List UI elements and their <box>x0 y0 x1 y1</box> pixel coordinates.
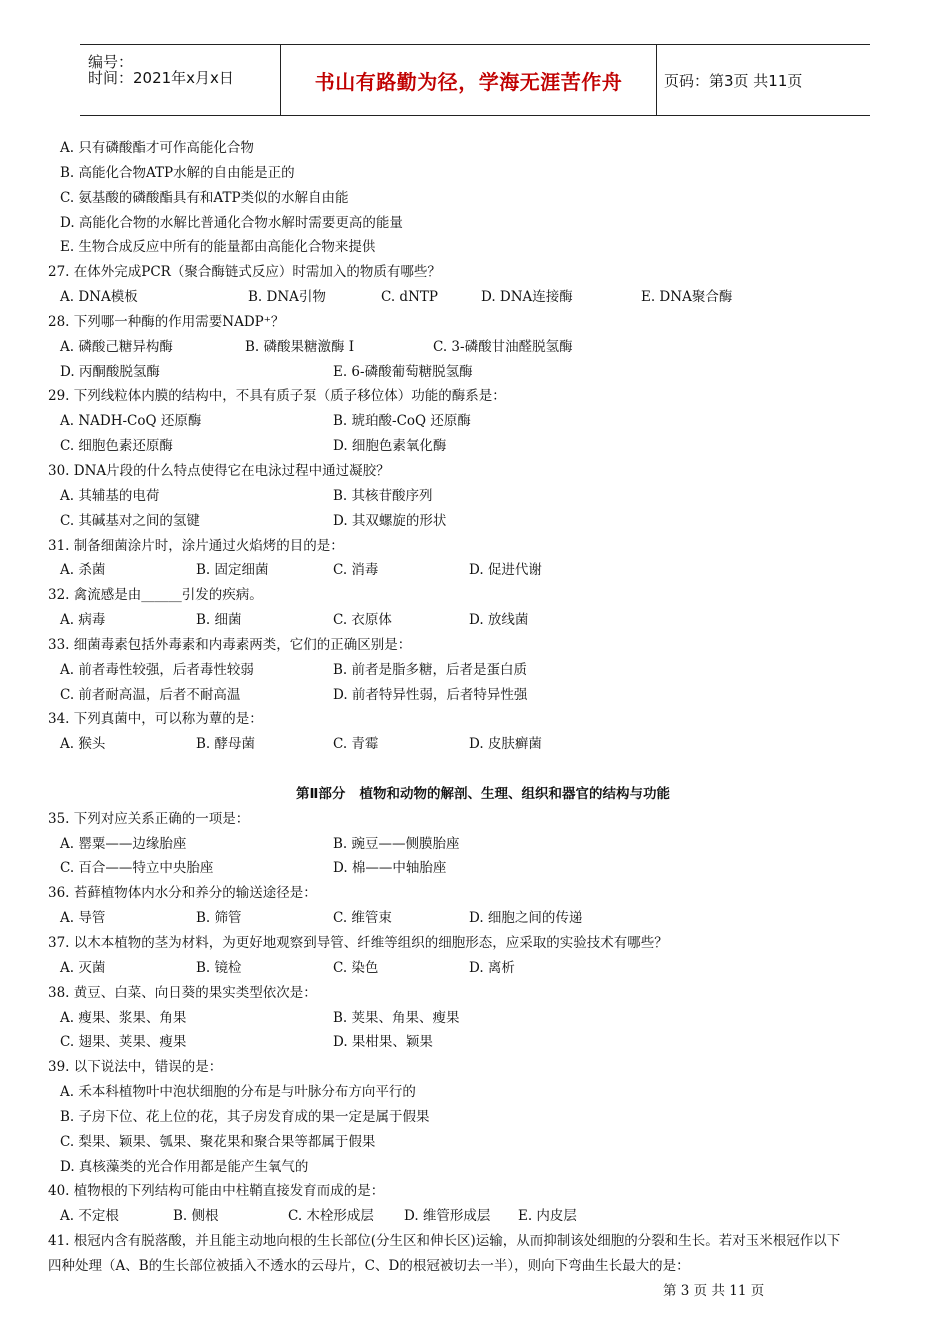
answer-option: A. 猴头 <box>60 736 106 753</box>
answer-option: D. 果柑果、颖果 <box>333 1034 433 1051</box>
header-page-label: 页码：第3页 共11页 <box>664 71 803 90</box>
header-motto: 书山有路勤为径，学海无涯苦作舟 <box>314 69 623 94</box>
document-number-label: 编号： <box>88 53 134 71</box>
answer-option: A. 杀菌 <box>60 562 106 579</box>
answer-option: B. 细菌 <box>196 612 242 629</box>
answer-option: C. dNTP <box>381 289 438 306</box>
answer-option: B. 筛管 <box>196 910 242 927</box>
answer-option: C. 维管束 <box>333 910 392 927</box>
answer-options-row <box>48 1030 918 1055</box>
answer-options-row <box>48 683 918 708</box>
answer-option: D. 放线菌 <box>469 612 529 629</box>
answer-options-row <box>48 658 918 683</box>
question-text: 34. 下列真菌中，可以称为蕈的是： <box>48 711 263 728</box>
question-text: 30. DNA片段的什么特点使得它在电泳过程中通过凝胶？ <box>48 462 390 479</box>
answer-options-row <box>48 856 918 881</box>
answer-option: D. 其双螺旋的形状 <box>333 512 447 529</box>
answer-options-row <box>48 558 918 583</box>
answer-option: A. 磷酸己糖异构酶 <box>60 338 173 355</box>
page-footer: 第 3 页 共 11 页 <box>663 1283 765 1299</box>
document-body <box>48 136 918 1279</box>
answer-options-row <box>48 509 918 534</box>
answer-option: B. DNA引物 <box>248 289 326 306</box>
answer-option: C. 前者耐高温，后者不耐高温 <box>60 686 241 703</box>
header-right-cell <box>656 45 870 115</box>
header-left-cell <box>80 45 280 115</box>
question-text: 28. 下列哪一种酶的作用需要NADP⁺？ <box>48 313 285 330</box>
answer-option: D. 细胞色素氧化酶 <box>333 438 447 455</box>
answer-option: C. 木栓形成层 <box>288 1208 374 1225</box>
answer-option: D. 维管形成层 <box>404 1208 491 1225</box>
answer-option: C. 翅果、荚果、瘦果 <box>60 1034 187 1051</box>
answer-option: D. 高能化合物的水解比普通化合物水解时需要更高的能量 <box>60 214 403 231</box>
answer-option: D. 丙酮酸脱氢酶 <box>60 363 160 380</box>
answer-option: B. 其核苷酸序列 <box>333 487 433 504</box>
answer-option: B. 高能化合物ATP水解的自由能是正的 <box>60 164 295 181</box>
answer-options-row <box>48 1204 918 1229</box>
question-text: 36. 苔藓植物体内水分和养分的输送途径是： <box>48 885 317 902</box>
answer-option: A. 灭菌 <box>60 959 106 976</box>
answer-option: A. 病毒 <box>60 612 106 629</box>
answer-option: E. 生物合成反应中所有的能量都由高能化合物来提供 <box>60 239 376 256</box>
answer-option: D. 促进代谢 <box>469 562 542 579</box>
answer-option: C. 染色 <box>333 959 379 976</box>
answer-option: B. 前者是脂多糖，后者是蛋白质 <box>333 661 528 678</box>
answer-option: A. 不定根 <box>60 1208 119 1225</box>
question-text: 40. 植物根的下列结构可能由中柱鞘直接发育而成的是： <box>48 1183 385 1200</box>
question-text: 27. 在体外完成PCR（聚合酶链式反应）时需加入的物质有哪些？ <box>48 264 441 281</box>
answer-option: A. 导管 <box>60 910 106 927</box>
answer-option: D. 真核藻类的光合作用都是能产生氧气的 <box>60 1158 309 1175</box>
answer-option: A. 其辅基的电荷 <box>60 487 160 504</box>
answer-options-row <box>48 360 918 385</box>
answer-option: C. 百合——特立中央胎座 <box>60 860 214 877</box>
answer-option: A. NADH-CoQ 还原酶 <box>60 413 202 430</box>
question-text: 31. 制备细菌涂片时，涂片通过火焰烤的目的是： <box>48 537 344 554</box>
answer-option: D. 前者特异性弱，后者特异性强 <box>333 686 528 703</box>
question-text: 39. 以下说法中，错误的是： <box>48 1059 223 1076</box>
answer-option: E. 6-磷酸葡萄糖脱氢酶 <box>333 363 473 380</box>
page-header <box>80 44 870 116</box>
document-time-label: 时间：2021年x月x日 <box>88 69 234 87</box>
answer-option: B. 固定细菌 <box>196 562 269 579</box>
answer-options-row <box>48 906 918 931</box>
question-text: 37. 以木本植物的茎为材料，为更好地观察到导管、纤维等组织的细胞形态，应采取的实验技术有哪些？ <box>48 935 668 951</box>
answer-option: B. 镜检 <box>196 959 242 976</box>
answer-options-row <box>48 484 918 509</box>
answer-options-row <box>48 832 918 857</box>
answer-options-row <box>48 608 918 633</box>
question-text: 32. 禽流感是由______引发的疾病。 <box>48 587 263 604</box>
answer-option: B. 琥珀酸-CoQ 还原酶 <box>333 413 471 430</box>
answer-option: A. 禾本科植物叶中泡状细胞的分布是与叶脉分布方向平行的 <box>60 1084 416 1101</box>
answer-option: B. 子房下位、花上位的花，其子房发育成的果一定是属于假果 <box>60 1108 430 1125</box>
answer-option: C. 衣原体 <box>333 612 392 629</box>
question-text: 四种处理（A、B的生长部位被插入不透水的云母片，C、D的根冠被切去一半），则向下弯曲生长最大的是： <box>48 1257 690 1274</box>
question-text: 38. 黄豆、白菜、向日葵的果实类型依次是： <box>48 984 317 1001</box>
answer-option: A. 只有磷酸酯才可作高能化合物 <box>60 140 254 156</box>
answer-option: B. 荚果、角果、瘦果 <box>333 1009 460 1026</box>
header-middle-cell <box>280 45 657 115</box>
answer-option: B. 磷酸果糖激酶 I <box>245 338 355 355</box>
answer-option: D. 细胞之间的传递 <box>469 910 583 927</box>
answer-option: E. 内皮层 <box>518 1208 577 1225</box>
answer-option: C. 梨果、颖果、瓠果、聚花果和聚合果等都属于假果 <box>60 1133 376 1150</box>
section-heading: 第Ⅱ部分 植物和动物的解剖、生理、组织和器官的结构与功能 <box>296 785 670 802</box>
answer-options-row <box>48 434 918 459</box>
answer-option: D. DNA连接酶 <box>481 289 573 306</box>
answer-options-row <box>48 732 918 757</box>
answer-option: C. 消毒 <box>333 562 379 579</box>
answer-option: D. 棉——中轴胎座 <box>333 860 447 877</box>
answer-option: D. 离析 <box>469 959 515 976</box>
answer-option: B. 酵母菌 <box>196 736 256 753</box>
answer-options-row <box>48 956 918 981</box>
answer-option: C. 细胞色素还原酶 <box>60 438 173 455</box>
answer-options-row <box>48 409 918 434</box>
question-text: 29. 下列线粒体内膜的结构中，不具有质子泵（质子移位体）功能的酶系是： <box>48 388 506 405</box>
answer-option: A. DNA模板 <box>60 289 138 306</box>
answer-option: C. 青霉 <box>333 736 379 753</box>
answer-option: B. 豌豆——侧膜胎座 <box>333 835 460 852</box>
answer-options-row <box>48 335 918 360</box>
answer-option: D. 皮肤癣菌 <box>469 736 542 753</box>
answer-options-row <box>48 285 918 310</box>
question-text: 33. 细菌毒素包括外毒素和内毒素两类，它们的正确区别是： <box>48 636 412 653</box>
answer-option: A. 前者毒性较强，后者毒性较弱 <box>60 661 254 678</box>
question-text: 35. 下列对应关系正确的一项是： <box>48 810 250 827</box>
answer-option: A. 罂粟——边缘胎座 <box>60 835 187 852</box>
answer-option: A. 瘦果、浆果、角果 <box>60 1009 187 1026</box>
answer-option: C. 其碱基对之间的氢键 <box>60 512 200 529</box>
answer-option: C. 氨基酸的磷酸酯具有和ATP类似的水解自由能 <box>60 189 349 206</box>
answer-options-row <box>48 1006 918 1031</box>
blank-line <box>48 757 918 782</box>
answer-option: C. 3-磷酸甘油醛脱氢酶 <box>433 338 573 355</box>
answer-option: B. 侧根 <box>173 1208 219 1225</box>
answer-option: E. DNA聚合酶 <box>641 289 733 306</box>
question-text: 41. 根冠内含有脱落酸，并且能主动地向根的生长部位(分生区和伸长区)运输，从而抑制该处细胞的分裂和生长。若对玉米根冠作以下 <box>48 1233 841 1250</box>
